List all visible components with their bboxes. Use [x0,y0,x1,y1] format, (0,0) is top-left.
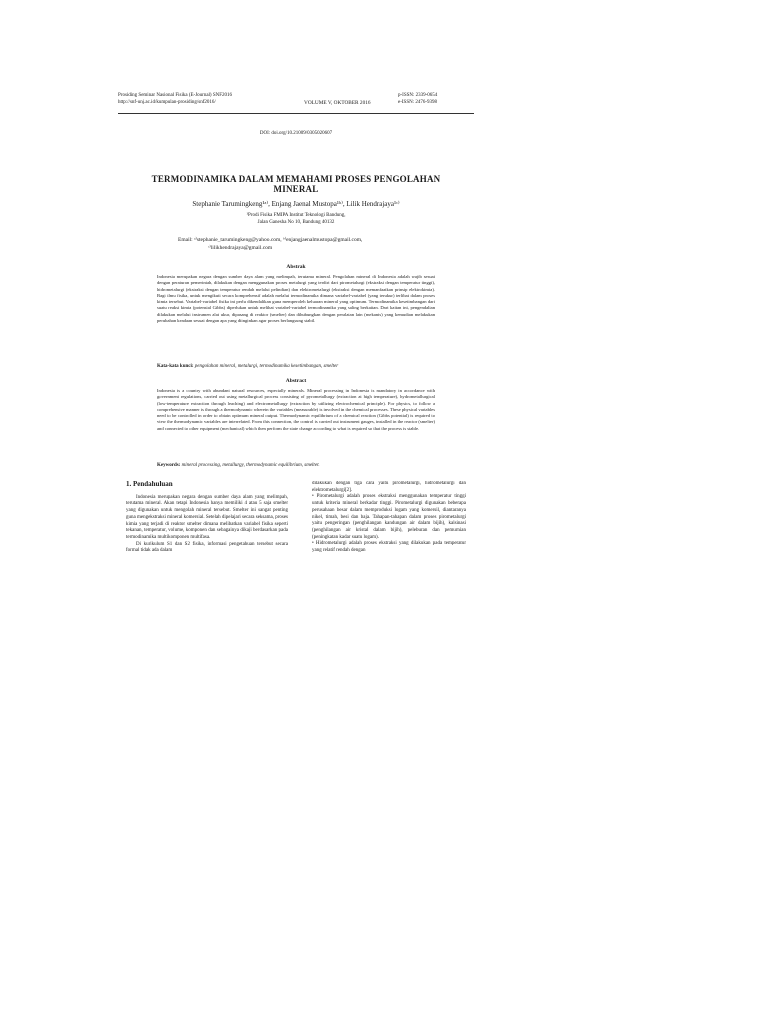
abstrak-text: Indonesia merupakan negara dengan sumber daya alam yang melimpah, terutama mineral. Pengolahan mineral di Indonesia adalah wajib sesuai dengan peraturan pemerintah, dilakukan dengan menggunakan proses metalurgi yang terdiri dari pirometalurgi (ekstraksi dengan temperatur tinggi), hidrometalurgi (ekstraksi dengan temperatur rendah melalui pelindian) dan elektrometalurgi (ekstraksi dengan memanfaatkan prinsip elektrokimia). Bagi ilmu fisika, untuk mengikuti secara komprehensif adalah melalui termodinamika dimana variabel-variabel (yang terukur) terlibat dalam proses kimia tersebut. Variabel-variabel fisika ini perlu dikendalikan guna memperoleh keluaran mineral yang optimum. Termodinamika kesetimbangan dari suatu reaksi kimia (potensial Gibbs) diperlukan untuk melihat variabel-variabel termodinamika yang saling berkaitan. Dari kaitan ini, pengendalian dilakukan melalui instrumen alat ukur, dipasang di reaktor (smelter) dan dihubungkan dengan peralatan lain (mekanis) yang kemudian melakukan perubahan keadaan sesuai dengan apa yang diinginkan agar proses berlangsung stabil. [157,274,435,324]
intro-paragraph-1: Indonesia merupakan negara dengan sumber daya alam yang melimpah, terutama mineral. Akan tetapi Indonesia hanya memiliki 4 atau 5 saja smelter yang digunakan untuk mengolah mineral tersebut. Smelter ini sangat penting guna mengekstraksi mineral komersial. Setelah dipelajari secara seksama, proses kimia yang terjadi di reaktor smelter dimana melibatkan variabel fisika seperti tekanan, temperatur, volume, komponen dan sebagainya dikaji berdasarkan pada termodinamika multikomponen multifasa. [126,494,288,540]
affiliation [112,212,480,226]
email-block [178,237,440,252]
right-paragraph-1: dilakukan dengan tiga cara yaitu pirometalurgi, hidrometalurgi dan elektrometalurgi[2]. [312,481,466,493]
right-paragraph-3: • Hidrometalurgi adalah proses ekstraksi yang dilakukan pada temperatur yang relatif rendah dengan [312,541,466,554]
header-rule [118,113,474,114]
right-paragraph-2: • Pirometalurgi adalah proses ekstraksi menggunakan temperatur tinggi untuk kriteria mineral berkadar tinggi. Pirometalurgi digunakan beberapa perusahaan besar dalam memproduksi logam yang komersil, diantaranya nikel, timah, besi dan baja. Tahapan-tahapan dalam proses pirometalurgi yaitu pengeringan (penghilangan kandungan air dalam bijih), kalsinasi (penghilangan air kristal dalam bijih), peleburan dan pemurnian (peningkatan kadar suatu logam). [312,494,466,540]
affiliation-line-1: ¹Prodi Fisika FMIPA Institut Teknologi Bandung, [246,213,346,218]
abstrak-keywords-label: Kata-kata kunci: [157,364,194,369]
email-line-1: Email: ᵃ⁾stephanie_tarumingkeng@yahoo.com, ᵇ⁾enjangjaenalmustopa@gmail.com, [178,237,363,243]
section-heading-introduction: 1. Pendahuluan [126,481,173,488]
eissn: e-ISSN: 2476-9398 [398,99,438,105]
abstract-keywords-label: Keywords: [157,463,181,468]
pissn: p-ISSN: 2339-0654 [398,93,438,98]
affiliation-line-2: Jalan Ganesha No 10, Bandung 40132 [257,220,335,225]
abstrak-keywords-value: pengolahan mineral, metalurgi, termodinamika kesetimbangan, smelter [194,364,339,369]
paper-title: TERMODINAMIKA DALAM MEMAHAMI PROSES PENGOLAHAN MINERAL [151,174,441,194]
volume-label: VOLUME V, OKTOBER 2016 [304,100,371,106]
abstract-text: Indonesia is a country with abundant natural resources, especially minerals. Mineral processing in Indonesia is mandatory in accordance with government regulations, carried out using metallurgical process consisting of pyrometallurgy (extraction at high temperature), hydrometallurgical (low-temperature extraction through leaching) and electrometallurgy (extraction by utilizing electrochemical principle). For physics, to follow a comprehensive manner is through a thermodynamic wherein the variables (measurable) is involved in the chemical processes. These physical variables need to be controlled in order to obtain optimum mineral output. Thermodynamic equilibrium of a chemical reaction (Gibbs potential) is required to view the thermodynamic variables are interrelated. From this connection, the control is carried out instrument gauges, installed in the reactor (smelter) and connected to other equipment (mechanical) which then perform the state change according to what is required so that the process is stable. [157,388,435,431]
abstrak-heading: Abstrak [286,264,306,270]
journal-name: Prosiding Seminar Nasional Fisika (E-Journal) SNF2016 [118,93,233,98]
authors: Stephanie Tarumingkeng¹ᵃ⁾, Enjang Jaenal Mustopa¹ᵇ⁾, Lilik Hendrajaya¹ᶜ⁾ [192,200,400,208]
email-line-2: ᶜ⁾lilikhendrajaya@gmail.com [208,244,273,251]
abstract-heading: Abstract [285,378,307,384]
left-column [126,481,288,593]
right-column [312,481,466,593]
abstract-keywords [157,463,435,468]
running-header [118,93,474,111]
abstrak-keywords [157,364,435,369]
abstract-keywords-value: mineral processing, metallurgy, thermodynamic equilibrium, smelter. [181,463,320,468]
doi[interactable]: DOI: doi.org/10.21009/0305020607 [259,131,333,136]
paper-page [112,88,480,596]
intro-paragraph-2: Di kurikulum S1 dan S2 fisika, informasi pengetahuan tersebut secara formal tidak ada dalam [126,541,288,554]
journal-url[interactable]: http://snf-unj.ac.id/kumpulan-prosiding/snf2016/ [118,99,216,105]
